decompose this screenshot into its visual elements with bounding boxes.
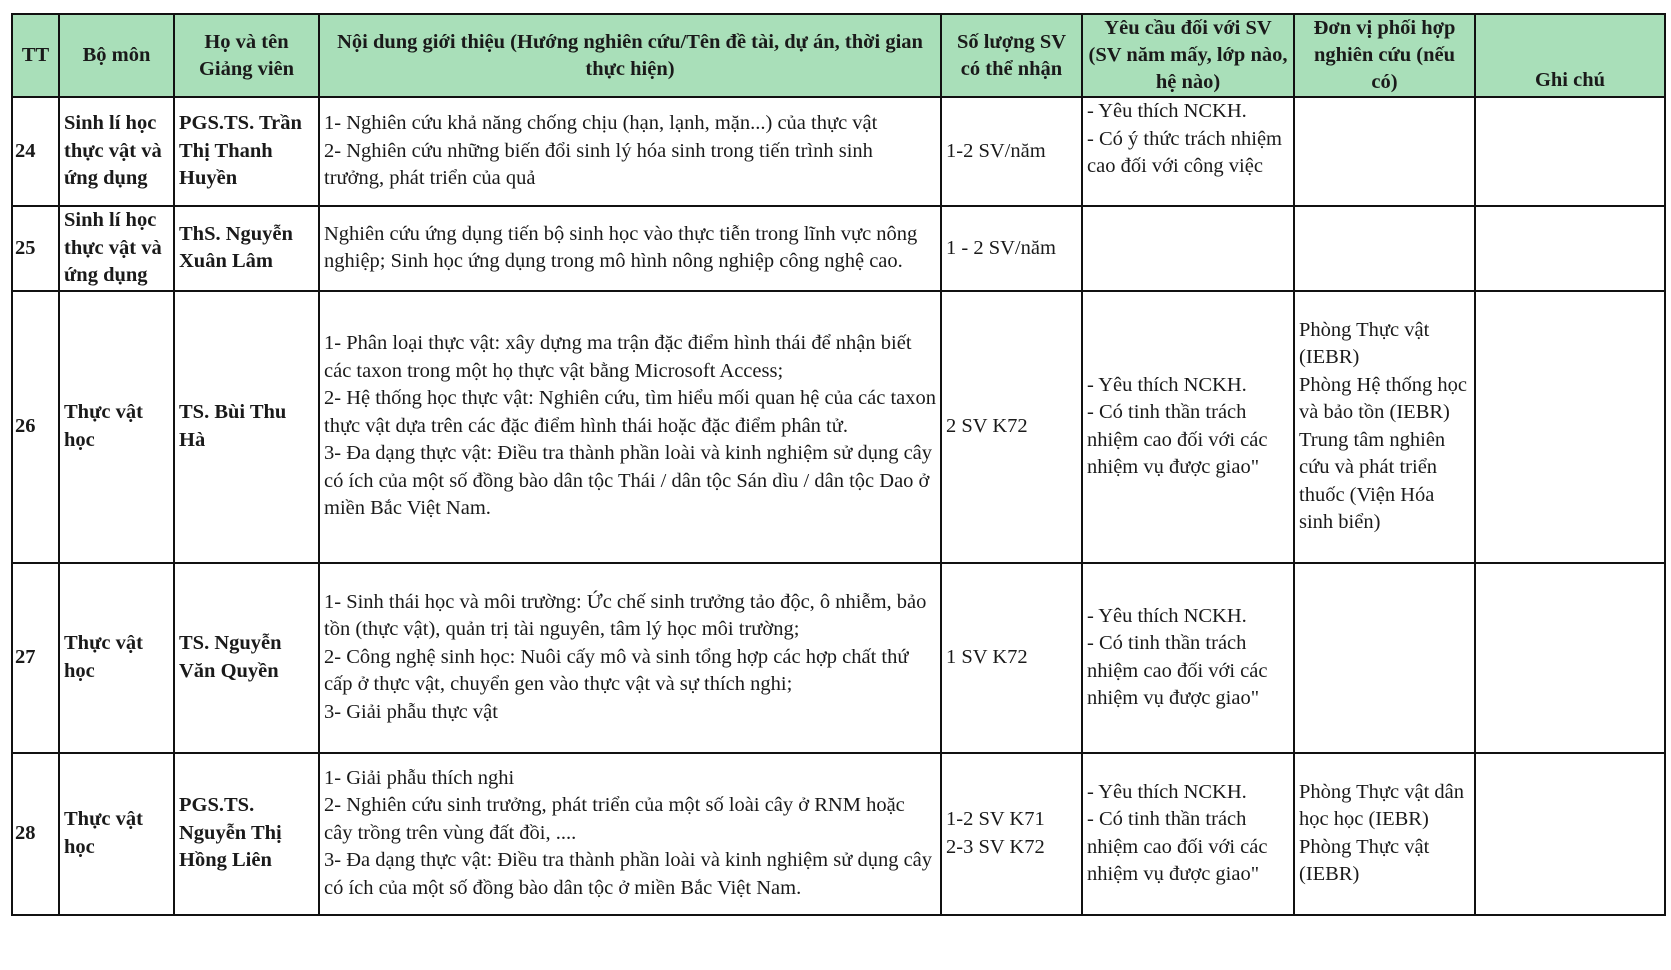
header-yeu-cau: Yêu cầu đối với SV (SV năm mấy, lớp nào, hệ nào)	[1082, 14, 1294, 97]
requirement-line: - Có tinh thần trách nhiệm cao đối với các nhiệm vụ được giao"	[1087, 632, 1268, 709]
content-cell	[319, 563, 941, 753]
note-cell	[1475, 563, 1665, 753]
header-tt: TT	[12, 14, 59, 97]
lecturer-cell: ThS. Nguyễn Xuân Lâm	[174, 206, 319, 291]
partner-line: Phòng Hệ thống học và bảo tồn (IEBR)	[1299, 373, 1467, 423]
capacity-cell	[941, 563, 1082, 753]
header-noi-dung: Nội dung giới thiệu (Hướng nghiên cứu/Tên đề tài, dự án, thời gian thực hiện)	[319, 14, 941, 97]
requirement-cell	[1082, 753, 1294, 915]
lecturer-cell: PGS.TS. Trần Thị Thanh Huyền	[174, 97, 319, 206]
row-number: 27	[12, 563, 59, 753]
table-row	[12, 563, 1665, 753]
lecturer-cell: TS. Nguyễn Văn Quyền	[174, 563, 319, 753]
header-bo-mon: Bộ môn	[59, 14, 174, 97]
requirement-line: - Có tinh thần trách nhiệm cao đối với các nhiệm vụ được giao"	[1087, 808, 1268, 885]
department-cell: Thực vật học	[59, 753, 174, 915]
content-line: 2- Nghiên cứu sinh trưởng, phát triển của một số loài cây ở RNM hoặc cây trồng trên vùng đất đồi, ....	[324, 794, 905, 844]
partner-line: Trung tâm nghiên cứu và phát triển thuốc (Viện Hóa sinh biển)	[1299, 428, 1446, 533]
requirement-cell	[1082, 291, 1294, 563]
capacity-line: 1-2 SV K71	[946, 808, 1045, 830]
partner-cell	[1294, 563, 1475, 753]
requirement-line: - Yêu thích NCKH.	[1087, 780, 1247, 803]
content-line: 2- Nghiên cứu những biến đổi sinh lý hóa sinh trong tiến trình sinh trưởng, phát triển của quả	[324, 139, 873, 190]
requirement-line: - Yêu thích NCKH.	[1087, 100, 1247, 122]
requirement-line: - Yêu thích NCKH.	[1087, 604, 1247, 627]
row-number: 26	[12, 291, 59, 563]
content-line: 2- Hệ thống học thực vật: Nghiên cứu, tìm hiểu mối quan hệ của các taxon thực vật dựa trên các đặc điểm hình thái hoặc đặc điểm phân tử.	[324, 387, 936, 437]
capacity-cell	[941, 753, 1082, 915]
content-cell	[319, 97, 941, 206]
content-line: Nghiên cứu ứng dụng tiến bộ sinh học vào thực tiễn trong lĩnh vực nông nghiệp; Sinh học ứng dụng trong mô hình nông nghiệp công nghệ cao.	[324, 222, 918, 273]
department-cell: Sinh lí học thực vật và ứng dụng	[59, 206, 174, 291]
partner-cell	[1294, 97, 1475, 206]
header-row	[12, 14, 1665, 97]
content-line: 1- Sinh thái học và môi trường: Ức chế sinh trưởng tảo độc, ô nhiễm, bảo tồn (thực vật), quản trị tài nguyên, tâm lý học môi trường;	[324, 590, 927, 641]
content-line: 2- Công nghệ sinh học: Nuôi cấy mô và sinh tổng hợp các hợp chất thứ cấp ở thực vật, chuyển gen vào thực vật và sự thích nghi;	[324, 645, 909, 696]
capacity-line: 1 - 2 SV/năm	[946, 236, 1056, 259]
requirement-line: - Có tinh thần trách nhiệm cao đối với các nhiệm vụ được giao"	[1087, 401, 1268, 478]
note-cell	[1475, 291, 1665, 563]
table-row	[12, 97, 1665, 206]
capacity-cell	[941, 206, 1082, 291]
lecturer-cell: PGS.TS. Nguyễn Thị Hồng Liên	[174, 753, 319, 915]
header-ghi-chu: Ghi chú	[1475, 14, 1665, 97]
requirement-cell	[1082, 563, 1294, 753]
header-giang-vien: Họ và tên Giảng viên	[174, 14, 319, 97]
row-number: 25	[12, 206, 59, 291]
requirement-cell	[1082, 206, 1294, 291]
capacity-cell	[941, 291, 1082, 563]
department-cell: Thực vật học	[59, 291, 174, 563]
content-line: 1- Giải phẫu thích nghi	[324, 766, 515, 789]
requirement-line: - Yêu thích NCKH.	[1087, 373, 1247, 396]
partner-cell	[1294, 206, 1475, 291]
content-cell	[319, 291, 941, 563]
header-so-luong: Số lượng SV có thể nhận	[941, 14, 1082, 97]
capacity-line: 2-3 SV K72	[946, 835, 1045, 858]
capacity-line: 2 SV K72	[946, 414, 1028, 437]
topics-table	[11, 13, 1666, 916]
department-cell: Sinh lí học thực vật và ứng dụng	[59, 97, 174, 206]
table-row	[12, 753, 1665, 915]
content-cell	[319, 206, 941, 291]
content-line: 3- Đa dạng thực vật: Điều tra thành phần loài và kinh nghiệm sử dụng cây có ích của một số đồng bào dân tộc Thái / dân tộc Sán dìu / dân tộc Dao ở miền Bắc Việt Nam.	[324, 442, 933, 520]
content-line: 1- Phân loại thực vật: xây dựng ma trận đặc điểm hình thái để nhận biết các taxon trong một họ thực vật bằng Microsoft Access;	[324, 332, 912, 382]
content-line: 3- Đa dạng thực vật: Điều tra thành phần loài và kinh nghiệm sử dụng cây có ích của một số đồng bào dân tộc ở miền Bắc Việt Nam.	[324, 849, 933, 899]
row-number: 28	[12, 753, 59, 915]
partner-line: Phòng Thực vật (IEBR)	[1299, 835, 1430, 885]
header-don-vi: Đơn vị phối hợp nghiên cứu (nếu có)	[1294, 14, 1475, 97]
capacity-line: 1-2 SV/năm	[946, 139, 1046, 162]
table-row	[12, 291, 1665, 563]
partner-line: Phòng Thực vật dân học học (IEBR)	[1299, 780, 1465, 830]
content-line: 3- Giải phẫu thực vật	[324, 700, 498, 723]
note-cell	[1475, 206, 1665, 291]
requirement-cell	[1082, 97, 1294, 206]
table-row	[12, 206, 1665, 291]
capacity-line: 1 SV K72	[946, 645, 1028, 668]
partner-cell	[1294, 291, 1475, 563]
row-number: 24	[12, 97, 59, 206]
requirement-line: - Có ý thức trách nhiệm cao đối với công việc	[1087, 127, 1282, 177]
lecturer-cell: TS. Bùi Thu Hà	[174, 291, 319, 563]
department-cell: Thực vật học	[59, 563, 174, 753]
note-cell	[1475, 753, 1665, 915]
note-cell	[1475, 97, 1665, 206]
partner-line: Phòng Thực vật (IEBR)	[1299, 318, 1430, 368]
content-cell	[319, 753, 941, 915]
content-line: 1- Nghiên cứu khả năng chống chịu (hạn, lạnh, mặn...) của thực vật	[324, 112, 878, 135]
partner-cell	[1294, 753, 1475, 915]
capacity-cell	[941, 97, 1082, 206]
